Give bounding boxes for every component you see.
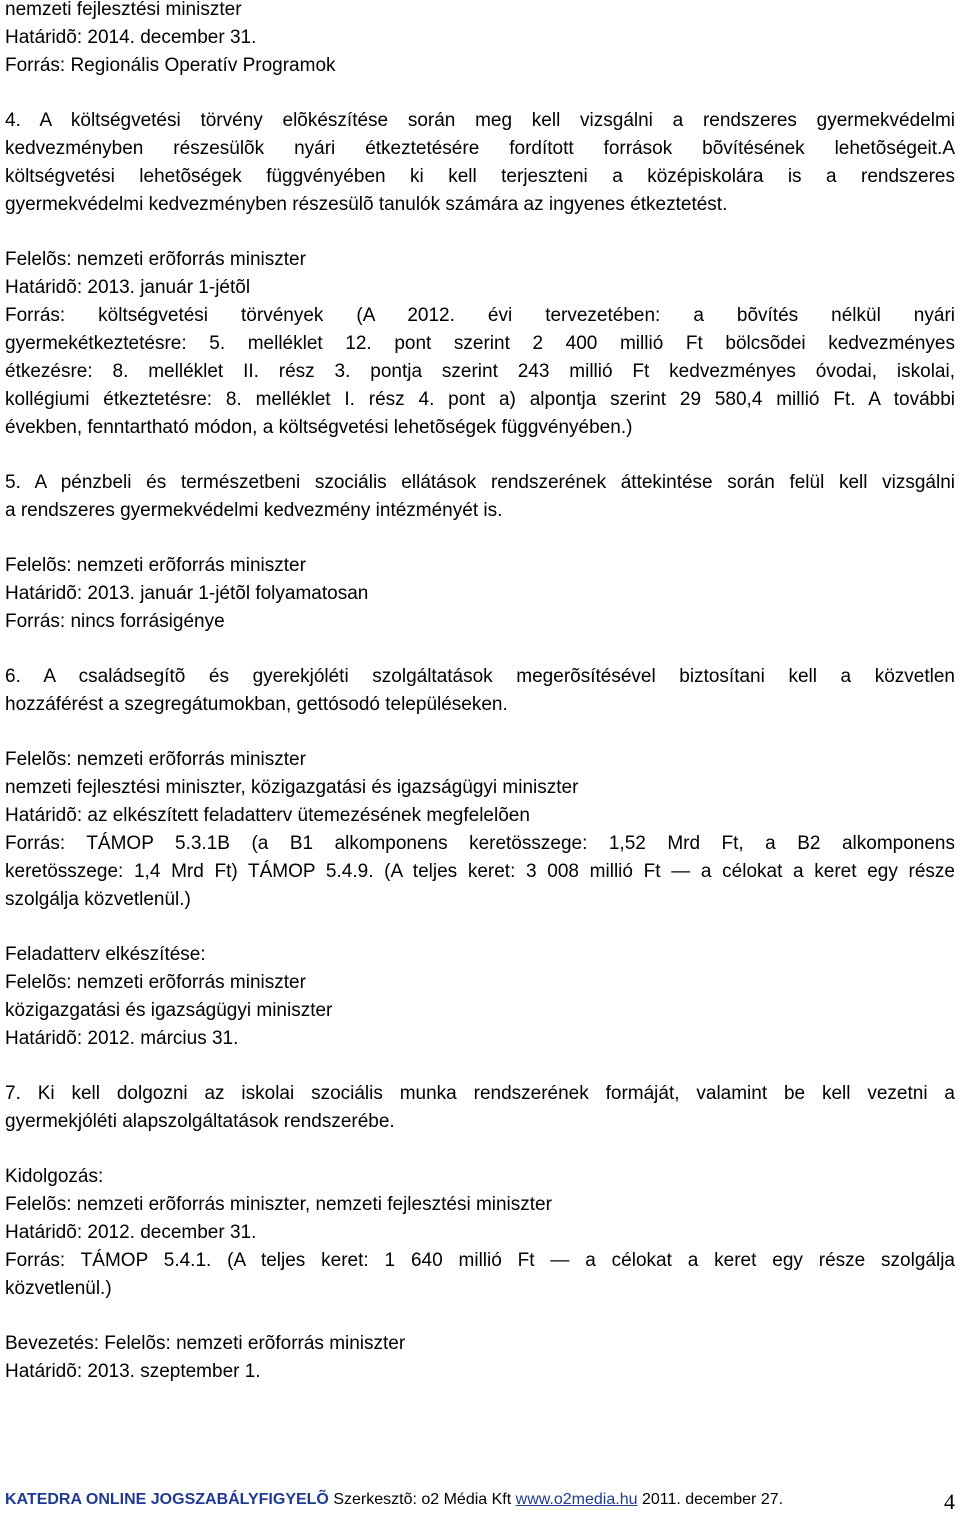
footer-website-link[interactable]: www.o2media.hu: [515, 1491, 638, 1508]
paragraph-line: gyermekjóléti alapszolgáltatások rendszerébe.: [5, 1111, 395, 1132]
paragraph-line: Forrás: TÁMOP 5.3.1B (a B1 alkomponens keretösszege: 1,52 Mrd Ft, a B2 alkomponens: [5, 833, 955, 854]
paragraph-line: szolgálja közvetlenül.): [5, 889, 191, 910]
text-line: Felelõs: nemzeti erõforrás miniszter: [5, 749, 306, 770]
text-line: Felelõs: nemzeti erõforrás miniszter: [5, 555, 306, 576]
text-line: nemzeti fejlesztési miniszter: [5, 0, 242, 20]
paragraph-line: a rendszeres gyermekvédelmi kedvezmény intézményét is.: [5, 500, 503, 521]
paragraph-line: kollégiumi étkeztetésre: 8. melléklet I. rész 4. pont a) alpontja szerint 29 580,4 millió Ft. A további: [5, 389, 955, 410]
paragraph-line: Forrás: költségvetési törvények (A 2012. évi tervezetében: a bõvítés nélkül nyári: [5, 305, 955, 326]
paragraph-line: étkezésre: 8. melléklet II. rész 3. pontja szerint 243 millió Ft kedvezményes óvodai, iskolai,: [5, 361, 955, 382]
paragraph-line: gyermekétkeztetésre: 5. melléklet 12. pont szerint 2 400 millió Ft bölcsõdei kedvezményes: [5, 333, 955, 354]
text-line: Forrás: Regionális Operatív Programok: [5, 55, 336, 76]
text-line: Feladatterv elkészítése:: [5, 944, 206, 965]
page-number: 4: [944, 1489, 955, 1514]
paragraph-line: években, fenntartható módon, a költségvetési lehetõségek függvényében.): [5, 417, 633, 438]
paragraph-line: hozzáférést a szegregátumokban, gettósodó településeken.: [5, 694, 508, 715]
paragraph-line: közvetlenül.): [5, 1278, 112, 1299]
paragraph-line: Forrás: TÁMOP 5.4.1. (A teljes keret: 1 640 millió Ft — a célokat a keret egy része szolgálja: [5, 1250, 955, 1271]
text-line: nemzeti fejlesztési miniszter, közigazgatási és igazságügyi miniszter: [5, 777, 579, 798]
text-line: Határidõ: 2012. március 31.: [5, 1028, 239, 1049]
footer-date: 2011. december 27.: [641, 1491, 784, 1508]
text-line: közigazgatási és igazságügyi miniszter: [5, 1000, 333, 1021]
text-line: Határidõ: 2014. december 31.: [5, 27, 257, 48]
paragraph-line: keretösszege: 1,4 Mrd Ft) TÁMOP 5.4.9. (A teljes keret: 3 008 millió Ft — a célokat a keret egy része: [5, 861, 955, 882]
text-line: Bevezetés: Felelõs: nemzeti erõforrás miniszter: [5, 1333, 406, 1354]
paragraph-line: 6. A családsegítõ és gyerekjóléti szolgáltatások megerõsítésével biztosítani kell a közvetlen: [5, 666, 955, 687]
paragraph-line: 4. A költségvetési törvény elõkészítése során meg kell vizsgálni a rendszeres gyermekvédelmi: [5, 110, 955, 131]
footer-brand: KATEDRA ONLINE JOGSZABÁLYFIGYELÕ: [5, 1491, 329, 1508]
text-line: Felelõs: nemzeti erõforrás miniszter, nemzeti fejlesztési miniszter: [5, 1194, 552, 1215]
paragraph-line: kedvezményben részesülõk nyári étkeztetésére fordított források bõvítésének lehetõségeit.A: [5, 138, 955, 159]
text-line: Kidolgozás:: [5, 1166, 104, 1187]
text-line: Határidõ: 2012. december 31.: [5, 1222, 257, 1243]
text-line: Felelõs: nemzeti erõforrás miniszter: [5, 249, 306, 270]
text-line: Forrás: nincs forrásigénye: [5, 611, 225, 632]
text-line: Határidõ: 2013. szeptember 1.: [5, 1361, 261, 1382]
paragraph-line: 7. Ki kell dolgozni az iskolai szociális munka rendszerének formáját, valamint be kell vezetni a: [5, 1083, 955, 1104]
footer-editor: Szerkesztõ: o2 Média Kft: [333, 1491, 512, 1508]
text-line: Határidõ: az elkészített feladatterv ütemezésének megfelelõen: [5, 805, 530, 826]
text-line: Határidõ: 2013. január 1-jétõl folyamatosan: [5, 583, 369, 604]
paragraph-line: gyermekvédelmi kedvezményben részesülõ tanulók számára az ingyenes étkeztetést.: [5, 194, 728, 215]
text-line: Felelõs: nemzeti erõforrás miniszter: [5, 972, 306, 993]
text-line: Határidõ: 2013. január 1-jétõl: [5, 277, 251, 298]
page-footer: [5, 1487, 955, 1517]
paragraph-line: költségvetési lehetõségek függvényében ki kell terjeszteni a középiskolára is a rendszeres: [5, 166, 955, 187]
paragraph-line: 5. A pénzbeli és természetbeni szociális ellátások rendszerének áttekintése során felül kell vizsgálni: [5, 472, 955, 493]
